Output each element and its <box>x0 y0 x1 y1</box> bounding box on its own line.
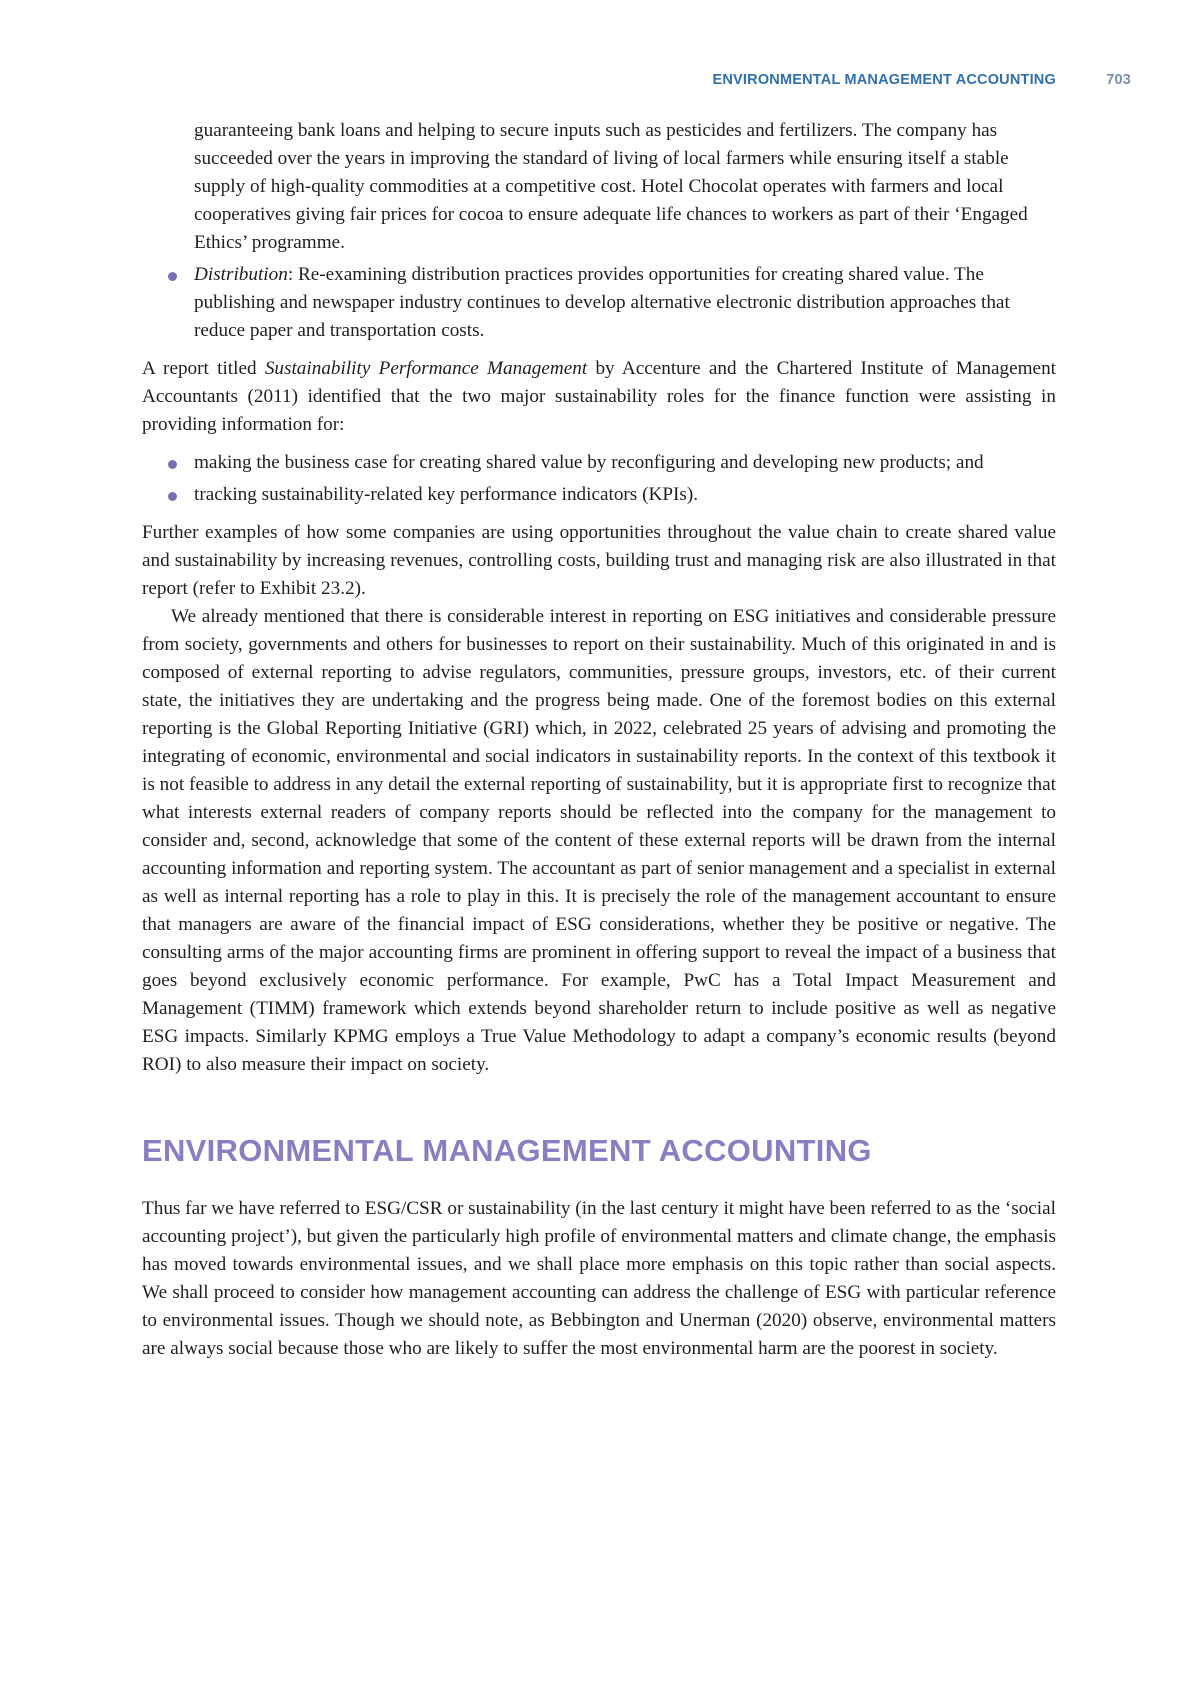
report-paragraph-post: by Accenture and the Chartered Institute of Management Accountants (2011) identified that the two major sustainability roles for the finance function were assisting in providing information for: <box>142 358 1056 435</box>
running-title: ENVIRONMENTAL MANAGEMENT ACCOUNTING <box>712 72 1056 88</box>
page-number: 703 <box>1106 72 1131 88</box>
list-item <box>142 449 1056 477</box>
running-header <box>713 72 1131 88</box>
further-examples-paragraph: Further examples of how some companies are using opportunities throughout the value chain to create shared value and sustainability by increasing revenues, controlling costs, building trust and managing risk are also illustrated in that report (refer to Exhibit 23.2). <box>142 522 1056 599</box>
bullet-text: making the business case for creating shared value by reconfiguring and developing new products; and <box>194 452 984 473</box>
distribution-bullet-list <box>142 261 1056 345</box>
bullet-icon <box>168 492 177 501</box>
bullet-continuation-text: guaranteeing bank loans and helping to secure inputs such as pesticides and fertilizers. The company has succeeded over the years in improving the standard of living of local farmers while ensuring itself a stable supply of high-quality commodities at a competitive cost. Hotel Chocolat operates with farmers and local cooperatives giving fair prices for cocoa to ensure adequate life chances to workers as part of their ‘Engaged Ethics’ programme. <box>194 120 1028 253</box>
bullet-icon <box>168 272 177 281</box>
section-heading: ENVIRONMENTAL MANAGEMENT ACCOUNTING <box>142 1133 872 1168</box>
report-paragraph <box>142 355 1056 439</box>
list-item <box>142 261 1056 345</box>
report-paragraph-pre: A report titled <box>142 358 265 379</box>
roles-bullet-list <box>142 449 1056 509</box>
ema-intro-paragraph: Thus far we have referred to ESG/CSR or sustainability (in the last century it might have been referred to as the ‘social accounting project’), but given the particularly high profile of environmental matters and climate change, the emphasis has moved towards environmental issues, and we shall place more emphasis on this topic rather than social aspects. We shall proceed to consider how management accounting can address the challenge of ESG with particular reference to environmental issues. Though we should note, as Bebbington and Unerman (2020) observe, environmental matters are always social because those who are likely to suffer the most environmental harm are the poorest in society. <box>142 1198 1056 1359</box>
bullet-text: tracking sustainability-related key performance indicators (KPIs). <box>194 484 699 505</box>
bullet-term: Distribution <box>194 264 288 285</box>
list-item <box>142 481 1056 509</box>
report-title: Sustainability Performance Management <box>264 358 588 379</box>
bullet-icon <box>168 460 177 469</box>
esg-reporting-paragraph: We already mentioned that there is considerable interest in reporting on ESG initiatives and considerable pressure from society, governments and others for businesses to report on their sustainability. Much of this originated in and is composed of external reporting to advise regulators, communities, pressure groups, investors, etc. of their current state, the initiatives they are undertaking and the progress being made. One of the foremost bodies on this external reporting is the Global Reporting Initiative (GRI) which, in 2022, celebrated 25 years of advising and promoting the integrating of economic, environmental and social indicators in sustainability reports. In the context of this textbook it is not feasible to address in any detail the external reporting of sustainability, but it is appropriate first to recognize that what interests external readers of company reports should be reflected into the company for the management to consider and, second, acknowledge that some of the content of these external reports will be drawn from the internal accounting information and reporting system. The accountant as part of senior management and a specialist in external as well as internal reporting has a role to play in this. It is precisely the role of the management accountant to ensure that managers are aware of the financial impact of ESG considerations, whether they be positive or negative. The consulting arms of the major accounting firms are prominent in offering support to reveal the impact of a business that goes beyond exclusively economic performance. For example, PwC has a Total Impact Measurement and Management (TIMM) framework which extends beyond shareholder return to include positive as well as negative ESG impacts. Similarly KPMG employs a True Value Methodology to adapt a company’s economic results (beyond ROI) to also measure their impact on society. <box>142 606 1056 1075</box>
page-content <box>142 117 1056 1363</box>
bullet-text: : Re-examining distribution practices provides opportunities for creating shared value. The publishing and newspaper industry continues to develop alternative electronic distribution approaches that reduce paper and transportation costs. <box>194 264 1010 341</box>
